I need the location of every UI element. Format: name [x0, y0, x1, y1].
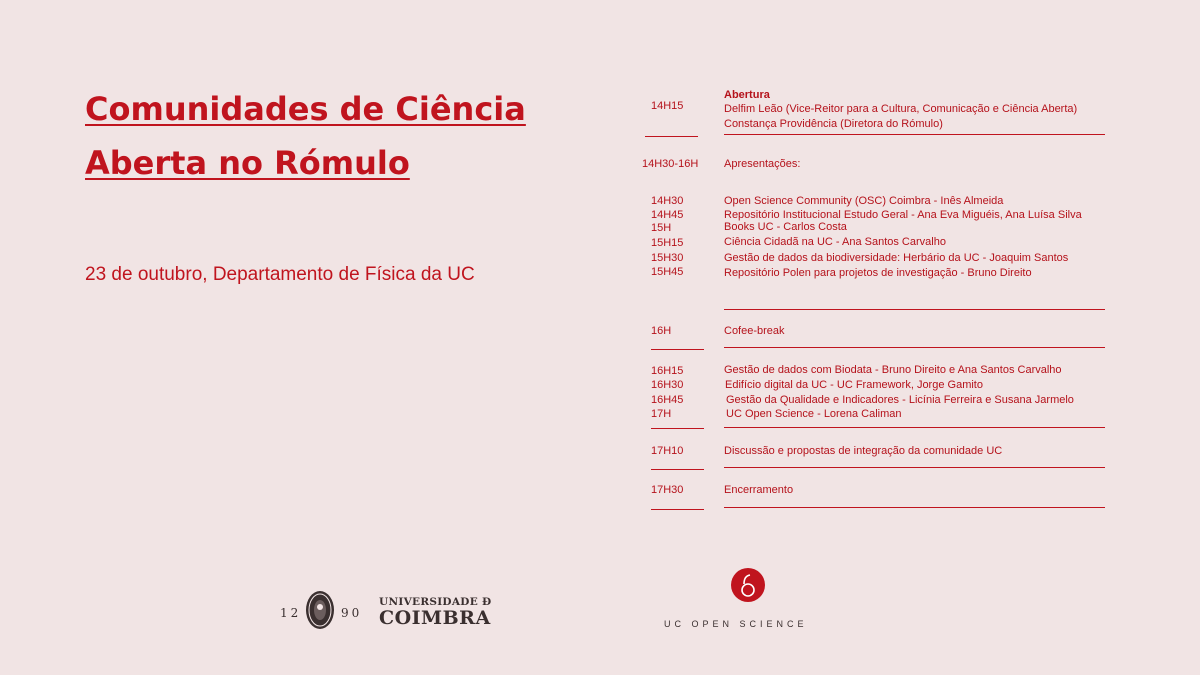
open-science-lock-icon: [731, 568, 765, 602]
divider: [724, 427, 1105, 428]
divider: [724, 467, 1105, 468]
item-time: 16H45: [651, 394, 684, 406]
item-text: Open Science Community (OSC) Coimbra - Inês Almeida: [724, 195, 1004, 207]
discussion-text: Discussão e propostas de integração da comunidade UC: [724, 445, 1003, 457]
item-text: Gestão de dados com Biodata - Bruno Direito e Ana Santos Carvalho: [724, 364, 1062, 376]
opening-line: Constança Providência (Diretora do Rómulo): [724, 118, 943, 130]
page-title: Comunidades de Ciência Aberta no Rómulo: [85, 90, 526, 182]
item-text: Ciência Cidadã na UC - Ana Santos Carvalho: [724, 236, 946, 248]
break-text: Cofee-break: [724, 325, 785, 337]
logo-year-left: 12: [280, 606, 302, 620]
divider: [651, 349, 704, 350]
divider: [724, 134, 1105, 135]
logo-line1: UNIVERSIDADE Ð: [379, 596, 492, 608]
item-time: 15H: [651, 222, 672, 234]
item-time: 15H30: [651, 252, 684, 264]
logo-year-right: 90: [341, 606, 363, 620]
opening-time: 14H15: [651, 100, 684, 112]
item-text: Repositório Institucional Estudo Geral - Ana Eva Miguéis, Ana Luísa Silva: [724, 209, 1082, 221]
university-coimbra-logo: [278, 590, 502, 632]
item-text: Edifício digital da UC - UC Framework, Jorge Gamito: [725, 379, 983, 391]
item-text: Books UC - Carlos Costa: [724, 221, 847, 233]
item-time: 15H15: [651, 237, 684, 249]
presentations-label: Apresentações:: [724, 158, 801, 170]
divider: [651, 509, 704, 510]
divider: [651, 428, 704, 429]
presentations-time: 14H30-16H: [642, 158, 699, 170]
divider: [645, 136, 698, 137]
item-text: Gestão da Qualidade e Indicadores - Licínia Ferreira e Susana Jarmelo: [726, 394, 1074, 406]
item-time: 14H45: [651, 209, 684, 221]
item-time: 17H: [651, 408, 672, 420]
item-text: UC Open Science - Lorena Caliman: [726, 408, 902, 420]
item-text: Gestão de dados da biodiversidade: Herbário da UC - Joaquim Santos: [724, 252, 1069, 264]
event-date-location: 23 de outubro, Departamento de Física da UC: [85, 264, 475, 285]
discussion-time: 17H10: [651, 445, 684, 457]
item-time: 14H30: [651, 195, 684, 207]
uc-open-science-logo: [660, 565, 840, 635]
university-seal-icon: [306, 591, 334, 629]
item-text: Repositório Polen para projetos de investigação - Bruno Direito: [724, 267, 1032, 279]
break-time: 16H: [651, 325, 672, 337]
closing-time: 17H30: [651, 484, 684, 496]
divider: [651, 469, 704, 470]
divider: [724, 309, 1105, 310]
opening-line: Delfim Leão (Vice-Reitor para a Cultura, Comunicação e Ciência Aberta): [724, 103, 1078, 115]
logo-line2: COIMBRA: [379, 607, 491, 629]
item-time: 16H15: [651, 365, 684, 377]
item-time: 15H45: [651, 266, 684, 278]
opening-heading: Abertura: [724, 89, 770, 101]
item-time: 16H30: [651, 379, 684, 391]
closing-text: Encerramento: [724, 484, 794, 496]
open-science-label: UC OPEN SCIENCE: [664, 619, 808, 629]
divider: [724, 347, 1105, 348]
divider: [724, 507, 1105, 508]
